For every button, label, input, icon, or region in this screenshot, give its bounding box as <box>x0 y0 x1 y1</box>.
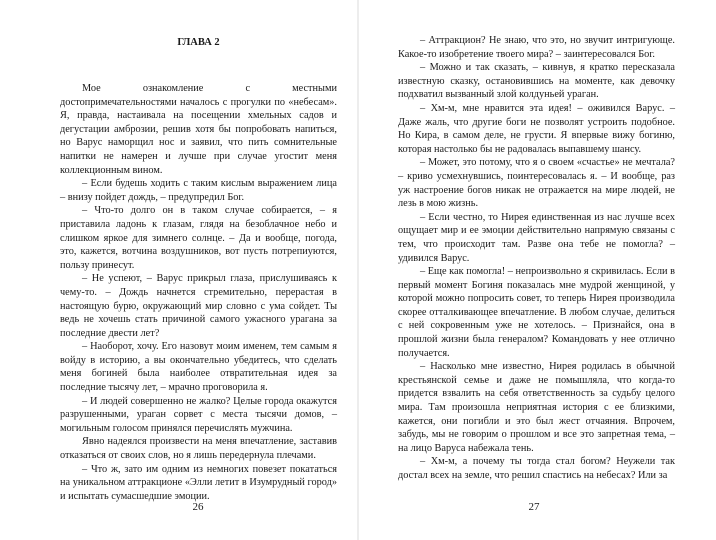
page-number-right: 27 <box>528 501 540 513</box>
paragraph: – Еще как помогла! – непроизвольно я скривилась. Если в первый момент Богиня показалась мне мудрой женщиной, у которой можно попросить совет, то теперь Нирея производила скорее отталкивающее впечатление. В любом случае, делиться с ней сокровенным уже не хотелось. – Признайся, она в прошлой жизни была генералом? Командовать у нее отлично получается. <box>398 266 675 359</box>
paragraph: – И людей совершенно не жалко? Целые города окажутся разрушенными, ураган сорвет с места тысячи домов, – могильным голосом принялся перечислять мужчина. <box>60 395 337 434</box>
page-number-left: 26 <box>192 501 204 513</box>
paragraph: – Если честно, то Нирея единственная из нас лучше всех ощущает мир и ее эмоции действительно напрямую связаны с тем, что происходит там. Разве она тебе не помогла? – удивился Варус. <box>398 211 675 264</box>
paragraph: – Может, это потому, что я о своем «счастье» не мечтала? – криво усмехнувшись, поинтересовалась я. – И вообще, раз уж настроение богов никак не отражается на мире людей, не лезь в мою жизнь. <box>398 157 675 210</box>
right-page-text <box>398 34 675 483</box>
paragraph: – Что-то долго он в таком случае собирается, – я приставила ладонь к глазам, глядя на безоблачное небо и слишком яркое для зимнего солнце. – Да и вообще, погода, это, кажется, вотчина воздушников, вот пусть потрепиуются, пользу принесут. <box>60 205 337 271</box>
paragraph: – Не успеют, – Варус прикрыл глаза, прислушиваясь к чему-то. – Дождь начнется стремительно, перерастая в настоящую бурю, окружающий мир словно с ума сойдет. Ты ведь не хочешь стать причиной самого ужасного урагана за последние двести лет? <box>60 273 337 339</box>
paragraph: – Что ж, зато им одним из немногих повезет покататься на уникальном аттракционе «Элли летит в Изумрудный город» и испытать сумасшедшие эмоции. <box>60 463 337 502</box>
paragraph: – Можно и так сказать, – кивнув, я кратко пересказала известную сказку, остановившись на моменте, как девочку подхватил вызванный злой колдуньей ураган. <box>398 62 675 101</box>
paragraph: – Аттракцион? Не знаю, что это, но звучит интригующе. Какое-то изобретение твоего мира? – заинтересовался Бог. <box>398 35 675 60</box>
paragraph: – Хм-м, мне нравится эта идея! – оживился Варус. – Даже жаль, что другие боги не позволят устроить подобное. Но Кира, в самом деле, не грусти. Я впервые вижу богиню, которая настолько бы не радовалась выпавшему шансу. <box>398 102 675 155</box>
chapter-title: ГЛАВА 2 <box>177 37 220 48</box>
paragraph: – Если будешь ходить с таким кислым выражением лица – внизу пойдет дождь, – предупредил Бог. <box>60 178 337 203</box>
paragraph: Мое ознакомление с местными достопримечательностями началось с прогулки по «небесам». Я, правда, настаивала на посещении хмельных садов и дегустации амброзии, решив хотя бы попробовать напиться, но Варус наморщил нос и заявил, что пить сомнительные напитки не намерен и лучше при случае угостит меня коллекционным вином. <box>60 83 337 176</box>
paragraph: – Насколько мне известно, Нирея родилась в обычной крестьянской семье и даже не помышляла, что когда-то придется взвалить на себя ответственность за судьбу целого мира. Там произошла неприятная история с ее близкими, кажется, они погибли и это был жест отчаяния. Впрочем, забудь, мы не говорим о прошлом и все это запретная тема, – на лицо Варуса набежала тень. <box>398 361 675 454</box>
paragraph: Явно надеялся произвести на меня впечатление, заставив отказаться от своих слов, но я лишь передернула плечами. <box>60 436 337 462</box>
right-page <box>358 0 716 540</box>
paragraph: – Хм-м, а почему ты тогда стал богом? Неужели так достал всех на земле, что решил спастись на небесах? Или за <box>398 456 675 481</box>
paragraph: – Наоборот, хочу. Его назовут моим именем, тем самым я войду в историю, а вы окончательно убедитесь, что сделать меня богиней была наиболее отвратительная идея за последние тысячу лет, – мрачно проговорила я. <box>60 341 337 394</box>
left-page-text <box>60 82 337 503</box>
